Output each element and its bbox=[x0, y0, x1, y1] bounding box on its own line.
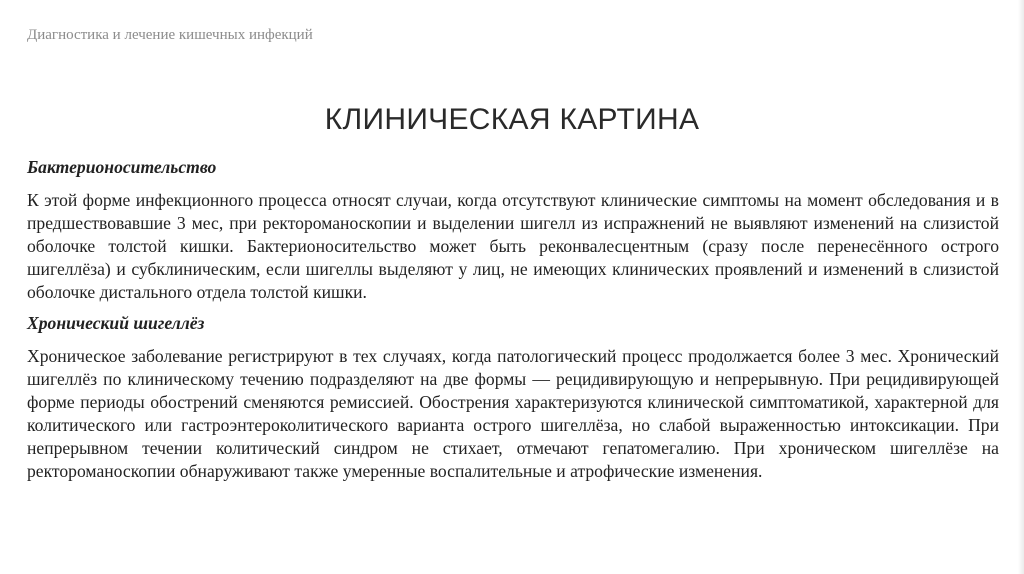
section-heading-carriage: Бактерионосительство bbox=[27, 157, 217, 177]
section-heading-chronic: Хронический шигеллёз bbox=[27, 313, 205, 333]
section-text-carriage: К этой форме инфекционного процесса относят случаи, когда отсутствуют клинические симптомы на момент обследования и в предшествовавшие 3 мес, при ректороманоскопии и выделении шигелл из испражнений не выявляют изменений на слизистой оболочке толстой кишки. Бактерионосительство может быть реконвалесцентным (сразу после перенесённого острого шигеллёза) и субклиническим, если шигеллы выделяют у лиц, не имеющих клинических проявлений и изменений в слизистой оболочке дистального отдела толстой кишки. bbox=[27, 190, 999, 302]
slide-header: Диагностика и лечение кишечных инфекций bbox=[27, 27, 313, 43]
slide-content bbox=[27, 156, 999, 491]
slide-title: КЛИНИЧЕСКАЯ КАРТИНА bbox=[324, 103, 700, 136]
section-text-chronic: Хроническое заболевание регистрируют в тех случаях, когда патологический процесс продолжается более 3 мес. Хронический шигеллёз по клиническому течению подразделяют на две формы — рецидивирующую и непрерывную. При рецидивирующей форме периоды обострений сменяются ремиссией. Обострения характеризуются клинической симптоматикой, характерной для колитического или гастроэнтероколитического варианта острого шигеллёза, но слабой выраженностью интоксикации. При непрерывном течении колитический синдром не стихает, отмечают гепатомегалию. При хроническом шигеллёзе на ректороманоскопии обнаруживают также умеренные воспалительные и атрофические изменения. bbox=[27, 346, 999, 481]
slide-edge-shadow bbox=[1018, 0, 1024, 574]
